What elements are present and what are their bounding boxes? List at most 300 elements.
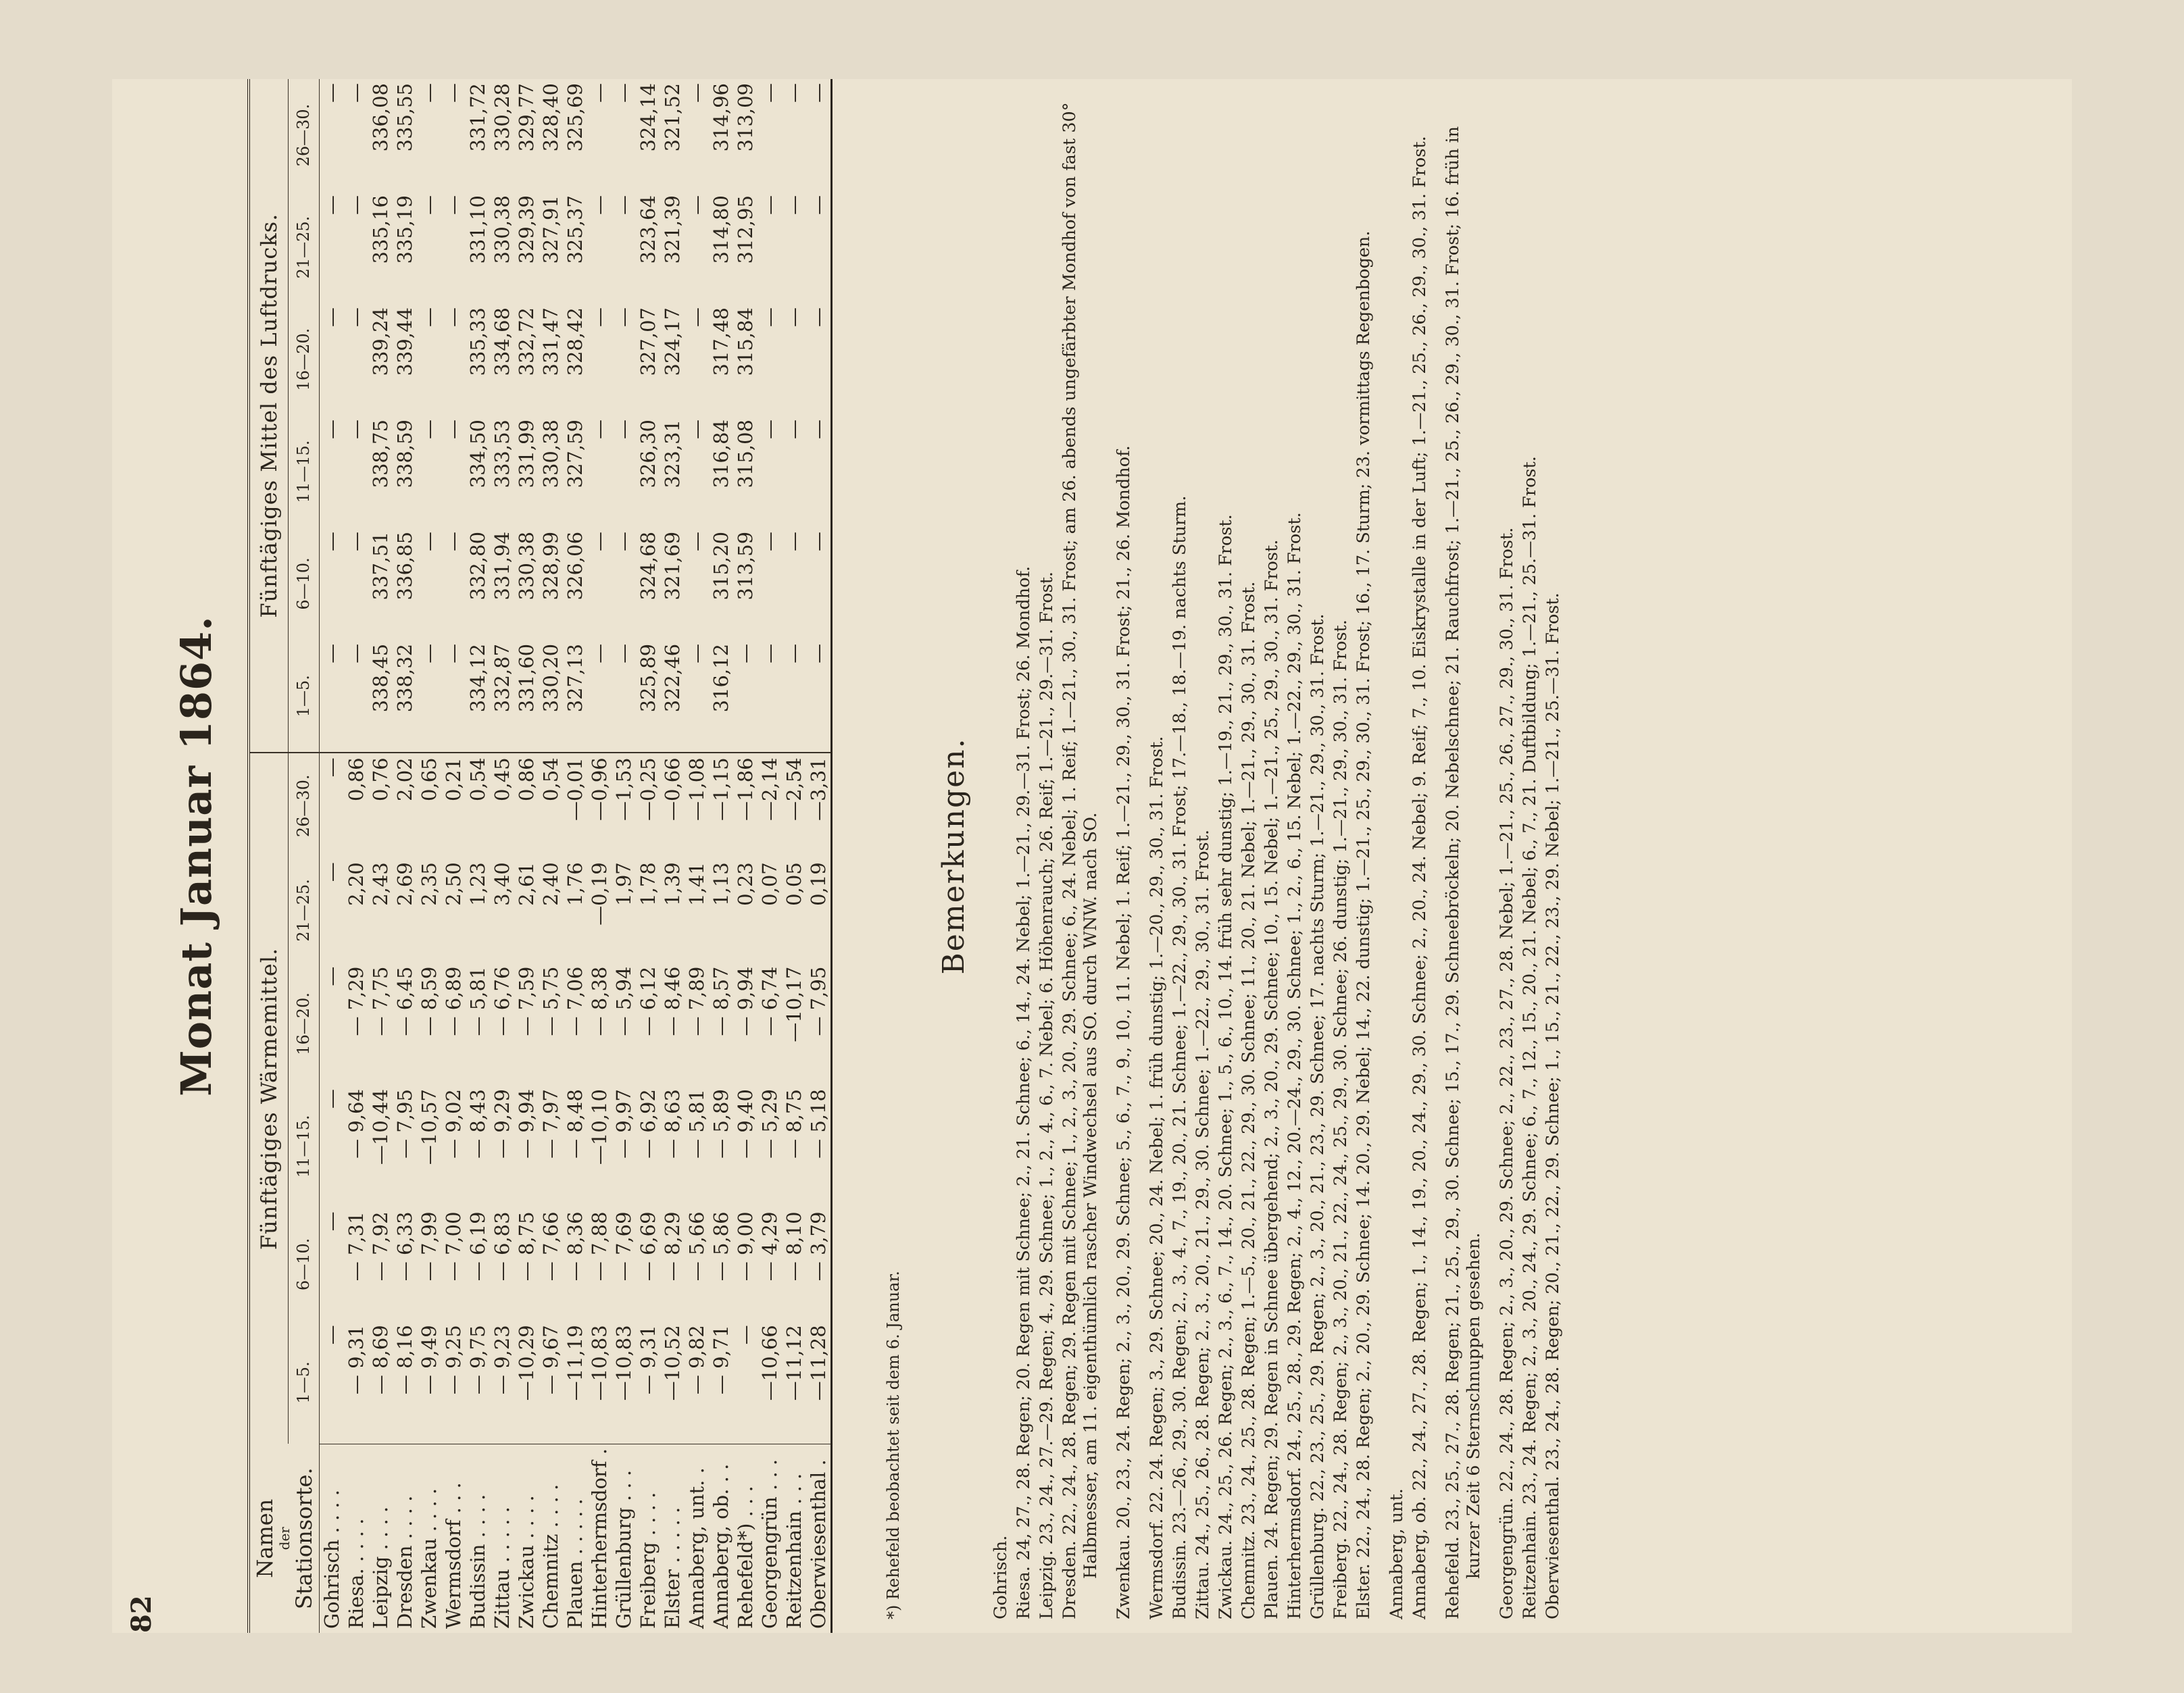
table-row	[490, 79, 514, 1633]
temperature-cell: — 8,75	[514, 1211, 538, 1282]
table-row	[466, 79, 490, 1633]
temperature-cell: — 9,82	[685, 1325, 708, 1395]
remark-entry: Reitzenhain. 23., 24. Regen; 2., 3., 20., 24., 29. Schnee; 6., 7., 12., 15., 20., 21. Nebel; 6., 7., 21. Duftbildung; 1.—21., 25.—31. Frost.	[1520, 456, 1540, 1619]
remark-entry: Annaberg, unt.	[1387, 1488, 1407, 1619]
temperature-cell: — 5,75	[539, 966, 562, 1036]
pressure-cell: 335,55	[393, 83, 416, 152]
pressure-cell: 325,69	[563, 83, 587, 152]
temperature-cell: —1,86	[733, 753, 758, 858]
temperature-cell: —	[733, 1325, 757, 1345]
table-row	[709, 79, 733, 1633]
remark-entry: Zwickau. 24., 25., 26. Regen; 2., 3., 6., 7., 14., 20. Schnee; 1., 5., 6., 10., 14. früh sehr dunstig; 1.—19., 21., 29., 30., 31. Frost.	[1216, 514, 1236, 1619]
temperature-cell: — 9,94	[514, 1089, 538, 1159]
table-row	[344, 79, 368, 1633]
temperature-cell: — 9,29	[490, 1089, 514, 1159]
pressure-cell: —	[587, 307, 611, 328]
pressure-cell: 315,08	[733, 419, 757, 488]
station-name: Hinterhermsdorf .	[587, 1444, 612, 1633]
temperature-cell: — 9,25	[441, 1325, 465, 1395]
table-row	[514, 79, 539, 1633]
temperature-cell: —0,01	[563, 753, 587, 858]
pressure-cell: 315,84	[733, 307, 757, 376]
station-name: Zwickau . . . .	[514, 1444, 539, 1633]
pressure-cell: 339,44	[393, 307, 416, 376]
table-row	[563, 79, 587, 1633]
temperature-cell: 2,20	[344, 862, 368, 906]
temperature-cell: — 8,16	[393, 1325, 416, 1395]
pressure-cell: 335,16	[368, 195, 392, 264]
temp-period-header: 26—30.	[288, 753, 319, 858]
pressure-cell: —	[782, 195, 805, 216]
pressure-cell: 316,12	[709, 643, 733, 713]
temperature-cell: — 7,92	[368, 1211, 392, 1282]
pressure-cell: 321,69	[660, 531, 684, 601]
temperature-cell: — 8,43	[466, 1089, 489, 1159]
table-row	[539, 79, 563, 1633]
temperature-cell: 2,50	[441, 862, 465, 906]
pressure-cell: 331,47	[539, 307, 562, 376]
temperature-cell: — 9,71	[709, 1325, 733, 1395]
temperature-cell: — 7,29	[344, 966, 368, 1036]
temp-period-header: 6—10.	[288, 1207, 319, 1321]
pressure-period-header: 16—20.	[288, 303, 319, 415]
pressure-cell: 332,80	[466, 531, 489, 601]
temperature-cell: — 6,33	[393, 1211, 416, 1282]
table-row	[587, 79, 612, 1633]
temperature-cell: — 7,31	[344, 1211, 368, 1282]
temperature-cell: 1,23	[466, 862, 489, 906]
pressure-cell: —	[685, 419, 708, 439]
temperature-cell: — 5,89	[709, 1089, 733, 1159]
pressure-cell: —	[685, 531, 708, 551]
pressure-cell: —	[320, 307, 343, 328]
remark-entry: Chemnitz. 23., 24., 25., 28. Regen; 1.—5., 20., 21., 22., 29., 30. Schnee; 11., 20., 21. Nebel; 1.—21., 29., 30., 31. Frost.	[1239, 581, 1259, 1619]
temperature-cell: 2,02	[393, 753, 417, 858]
temperature-cell: —10,52	[660, 1325, 684, 1401]
temperature-cell: — 8,46	[660, 966, 684, 1036]
pressure-cell: 336,85	[393, 531, 416, 601]
temperature-cell: —11,19	[563, 1325, 587, 1401]
name-head-line: der	[276, 1527, 293, 1550]
temperature-cell: —11,12	[782, 1325, 805, 1401]
table-row	[636, 79, 660, 1633]
pressure-cell: —	[758, 531, 781, 551]
remarks-list	[991, 93, 1566, 1619]
temperature-cell: 2,69	[393, 862, 416, 906]
pressure-cell: —	[441, 643, 465, 663]
pressure-cell: —	[344, 531, 368, 551]
temperature-cell: — 9,64	[344, 1089, 368, 1159]
pressure-cell: —	[782, 307, 805, 328]
pressure-cell: 338,59	[393, 419, 416, 488]
station-name: Zittau . . . . .	[490, 1444, 514, 1633]
pressure-cell: 332,87	[490, 643, 514, 713]
temperature-cell: 1,41	[685, 862, 708, 906]
pressure-cell: —	[344, 419, 368, 439]
pressure-cell: —	[612, 419, 635, 439]
station-name: Freiberg . . . .	[636, 1444, 660, 1633]
temperature-cell: — 9,31	[636, 1325, 660, 1395]
station-name: Gohrisch . . . .	[320, 1444, 345, 1633]
station-name-header	[249, 1444, 320, 1633]
temperature-cell: —10,83	[587, 1325, 611, 1401]
pressure-cell: 315,20	[709, 531, 733, 601]
pressure-period-header: 6—10.	[288, 528, 319, 640]
pressure-cell: —	[441, 307, 465, 328]
pressure-group-header: Fünftägiges Mittel des Luftdrucks.	[249, 79, 288, 753]
temperature-cell: — 9,75	[466, 1325, 489, 1395]
pressure-cell: 313,59	[733, 531, 757, 601]
temperature-cell: — 9,02	[441, 1089, 465, 1159]
pressure-cell: —	[344, 83, 368, 103]
temp-period-header: 21—25.	[288, 858, 319, 962]
station-name: Plauen . . . . .	[563, 1444, 587, 1633]
footnote: *) Rehefeld beobachtet seit dem 6. Januar.	[884, 1271, 903, 1619]
pressure-cell: —	[806, 640, 832, 753]
temperature-cell: 0,65	[417, 753, 441, 858]
temperature-cell: —	[320, 1211, 343, 1232]
station-name: Rehefeld*) . . .	[733, 1444, 758, 1633]
table-row	[733, 79, 758, 1633]
pressure-cell: 329,39	[514, 195, 538, 264]
table-row	[320, 79, 345, 1633]
pressure-cell: 328,99	[539, 531, 562, 601]
station-name: Oberwiesenthal .	[806, 1444, 832, 1633]
temperature-cell: — 9,49	[417, 1325, 441, 1395]
station-name: Wermsdorf . . .	[441, 1444, 466, 1633]
pressure-cell: 338,75	[368, 419, 392, 488]
pressure-cell: 325,89	[636, 643, 660, 713]
rotated-page	[112, 79, 2072, 1633]
pressure-cell: 330,20	[539, 643, 562, 713]
pressure-cell: 335,33	[466, 307, 489, 376]
temperature-cell: — 5,18	[806, 1085, 832, 1207]
pressure-cell: 322,46	[660, 643, 684, 713]
temperature-cell: — 7,06	[563, 966, 587, 1036]
temperature-cell: — 9,97	[612, 1089, 635, 1159]
pressure-cell: 313,09	[733, 83, 757, 152]
pressure-cell: —	[782, 419, 805, 439]
pressure-period-header: 21—25.	[288, 191, 319, 303]
temperature-cell: — 8,63	[660, 1089, 684, 1159]
temperature-cell: — 7,97	[539, 1089, 562, 1159]
temperature-cell: — 9,67	[539, 1325, 562, 1395]
pressure-cell: 338,45	[368, 643, 392, 713]
pressure-cell: —	[685, 643, 708, 663]
pressure-cell: —	[320, 195, 343, 216]
temperature-cell: — 6,74	[758, 966, 781, 1036]
pressure-cell: 338,32	[393, 643, 416, 713]
temperature-cell: —	[320, 862, 343, 882]
temperature-cell: — 9,00	[733, 1211, 757, 1282]
temp-period-header: 1—5.	[288, 1321, 319, 1444]
temperature-cell: — 9,31	[344, 1325, 368, 1395]
remark-entry: Plauen. 24. Regen; 29. Regen in Schnee übergehend; 2., 3., 20., 29. Schnee; 10., 15. Nebel; 1.—21., 25., 29., 30., 31. Frost.	[1262, 539, 1282, 1619]
pressure-cell: —	[782, 643, 805, 663]
temperature-cell: 1,78	[636, 862, 660, 906]
pressure-cell: 314,80	[709, 195, 733, 264]
temperature-cell: 2,40	[539, 862, 562, 906]
station-name: Budissin . . . .	[466, 1444, 490, 1633]
temperature-cell: — 8,69	[368, 1325, 392, 1395]
temperature-cell: —10,29	[514, 1325, 538, 1401]
pressure-cell: —	[344, 195, 368, 216]
table-row	[417, 79, 441, 1633]
temperature-cell: — 5,29	[758, 1089, 781, 1159]
temperature-cell: —	[320, 1325, 343, 1345]
station-name: Georgengrün . . .	[758, 1444, 782, 1633]
temperature-cell: —10,66	[758, 1325, 781, 1401]
temperature-cell: —0,19	[587, 862, 611, 926]
pressure-cell: —	[806, 415, 832, 528]
temperature-cell: 0,05	[782, 862, 805, 906]
temperature-cell: — 6,45	[393, 966, 416, 1036]
remark-entry: Rehefeld. 23., 25., 27., 28. Regen; 21., 25., 29., 30. Schnee; 15., 17., 29. Schneebröckeln; 20. Nebelschnee; 21. Rauchfrost; 1.—21., 25., 26., 29., 30., 31. Frost; 16. früh in kurzer Zeit 6 Sternschnuppen gesehen.	[1443, 126, 1484, 1619]
pressure-cell: —	[758, 83, 781, 103]
temperature-cell: — 8,57	[709, 966, 733, 1036]
temperature-cell: 0,54	[539, 753, 563, 858]
pressure-cell: 330,38	[539, 419, 562, 488]
period-header-row	[288, 79, 319, 1633]
temperature-cell: — 7,89	[685, 966, 708, 1036]
pressure-cell: —	[685, 195, 708, 216]
remark-entry: Annaberg, ob. 22., 24., 27., 28. Regen; 1., 14., 19., 20., 24., 29., 30. Schnee; 2., 20., 24. Nebel; 9. Reif; 7., 10. Eiskrystalle in der Luft; 1.—21., 25., 26., 29., 30., 31. Frost.	[1410, 136, 1430, 1619]
temperature-cell: — 5,66	[685, 1211, 708, 1282]
temperature-cell: —3,31	[806, 753, 832, 858]
name-head-line: Stationsorte.	[291, 1467, 317, 1610]
temperature-cell: —0,25	[636, 753, 660, 858]
station-name: Dresden . . . .	[393, 1444, 417, 1633]
temperature-cell: — 6,89	[441, 966, 465, 1036]
remark-entry: Georgengrün. 22., 24., 28. Regen; 2., 3., 20., 29. Schnee; 2., 22., 23., 27., 28. Nebel; 1.—21., 25., 26., 27., 29., 30., 31. Frost.	[1497, 527, 1517, 1619]
remark-entry: Dresden. 22., 24., 28. Regen; 29. Regen mit Schnee; 1., 2., 3., 20., 29. Schnee; 6., 24. Nebel; 1. Reif; 1.—21., 30., 31. Frost; am 26. abends ungefärbter Mondhof von fast 30° Halbmesser, am 11. eigenthümlich rascher Windwechsel aus SO. durch WNW. nach SO.	[1060, 102, 1101, 1619]
temperature-cell: —2,14	[758, 753, 782, 858]
pressure-cell: 328,42	[563, 307, 587, 376]
pressure-cell: —	[320, 643, 343, 663]
pressure-cell: —	[417, 531, 441, 551]
table-row	[782, 79, 806, 1633]
pressure-cell: 316,84	[709, 419, 733, 488]
temperature-cell: — 6,83	[490, 1211, 514, 1282]
pressure-cell: 332,72	[514, 307, 538, 376]
table-header-row	[249, 79, 288, 1633]
pressure-cell: —	[758, 307, 781, 328]
temperature-cell: — 5,86	[709, 1211, 733, 1282]
station-name: Grüllenburg . . .	[612, 1444, 636, 1633]
pressure-cell: 329,77	[514, 83, 538, 152]
temperature-cell: —1,53	[612, 753, 636, 858]
temperature-cell: — 6,92	[636, 1089, 660, 1159]
temperature-cell: 1,13	[709, 862, 733, 906]
temperature-cell: — 8,38	[587, 966, 611, 1036]
pressure-cell: 339,24	[368, 307, 392, 376]
name-head-line: Namen	[252, 1498, 278, 1578]
temperature-group-header: Fünftägiges Wärmemittel.	[249, 753, 288, 1444]
pressure-cell: —	[782, 531, 805, 551]
pressure-cell: —	[612, 83, 635, 103]
station-name: Riesa. . . . .	[344, 1444, 368, 1633]
temperature-cell: —0,66	[660, 753, 685, 858]
pressure-cell: —	[806, 303, 832, 415]
temperature-cell: — 5,94	[612, 966, 635, 1036]
pressure-cell: —	[441, 419, 465, 439]
pressure-period-header: 1—5.	[288, 640, 319, 753]
pressure-cell: —	[417, 643, 441, 663]
remarks-title: Bemerkungen.	[937, 737, 971, 975]
temperature-cell: — 9,40	[733, 1089, 757, 1159]
remark-entry: Riesa. 24, 27., 28. Regen; 20. Regen mit Schnee; 2., 21. Schnee; 6., 14., 24. Nebel; 1.—21., 29.—31. Frost; 26. Mondhof.	[1014, 565, 1034, 1619]
temperature-cell: —11,28	[806, 1321, 832, 1444]
remark-entry: Gohrisch.	[991, 1535, 1011, 1619]
pressure-cell: —	[417, 419, 441, 439]
temperature-cell: —10,17	[782, 966, 805, 1042]
pressure-cell: —	[806, 79, 832, 191]
table-row	[393, 79, 417, 1633]
remark-entry: Grüllenburg. 22., 23., 25., 29. Regen; 2., 3., 20., 21., 23., 29. Schnee; 17. nachts Sturm; 1.—21., 29., 30., 31. Frost.	[1308, 613, 1328, 1619]
table-row	[368, 79, 393, 1633]
temperature-cell: — 8,29	[660, 1211, 684, 1282]
remark-entry: Budissin. 23.—26., 29., 30. Regen; 2., 3., 4., 7., 19., 20., 21. Schnee; 1.—22., 29., 30., 31. Frost; 17.—18., 18.—19. nachts Sturm.	[1170, 495, 1190, 1619]
pressure-cell: 335,19	[393, 195, 416, 264]
temperature-cell: — 9,23	[490, 1325, 514, 1395]
temp-period-header: 16—20.	[288, 963, 319, 1085]
pressure-cell: —	[782, 83, 805, 103]
table-row	[660, 79, 685, 1633]
observation-table	[247, 79, 833, 1633]
pressure-cell: —	[806, 528, 832, 640]
temperature-cell: —2,54	[782, 753, 806, 858]
temperature-cell: —10,57	[417, 1089, 441, 1165]
pressure-period-header: 11—15.	[288, 415, 319, 528]
page-title: Monat Januar 1864.	[172, 615, 221, 1096]
pressure-cell: —	[758, 419, 781, 439]
pressure-cell: 328,40	[539, 83, 562, 152]
temperature-cell: —1,15	[709, 753, 733, 858]
temp-period-header: 11—15.	[288, 1085, 319, 1207]
temperature-cell: — 7,95	[393, 1089, 416, 1159]
temperature-cell: — 7,69	[612, 1211, 635, 1282]
temperature-cell: — 7,95	[806, 963, 832, 1085]
temperature-cell: — 8,59	[417, 966, 441, 1036]
station-name: Reitzenhain . . .	[782, 1444, 806, 1633]
pressure-cell: —	[758, 643, 781, 663]
pressure-cell: 325,37	[563, 195, 587, 264]
remark-entry: Leipzig. 23., 24., 27.—29. Regen; 4., 29. Schnee; 1., 2., 4., 6., 7. Nebel; 6. Höhenrauch; 26. Reif; 1.—21., 29.—31. Frost.	[1037, 571, 1057, 1619]
temperature-cell: 0,86	[344, 753, 368, 858]
station-name: Chemnitz . . . .	[539, 1444, 563, 1633]
station-name: Annaberg, unt. .	[685, 1444, 709, 1633]
pressure-cell: 337,51	[368, 531, 392, 601]
temperature-cell: — 7,59	[514, 966, 538, 1036]
pressure-cell: —	[612, 643, 635, 663]
temperature-cell: 0,21	[441, 753, 466, 858]
temperature-cell: 0,07	[758, 862, 781, 906]
remark-entry: Elster. 22., 24., 28. Regen; 2., 20., 29. Schnee; 14. 20., 29. Nebel; 14., 22. dunstig; 1.—21., 25., 29., 30., 31. Frost; 16., 17. Sturm; 23. vormittags Regenbogen.	[1354, 230, 1374, 1619]
pressure-cell: —	[417, 83, 441, 103]
pressure-cell: 314,96	[709, 83, 733, 152]
table-row	[612, 79, 636, 1633]
temperature-cell: — 7,75	[368, 966, 392, 1036]
station-name: Zwenkau . . . .	[417, 1444, 441, 1633]
pressure-cell: 336,08	[368, 83, 392, 152]
pressure-cell: 334,12	[466, 643, 489, 713]
temperature-cell: —	[320, 753, 345, 858]
station-name: Leipzig . . . .	[368, 1444, 393, 1633]
station-name: Elster . . . . .	[660, 1444, 685, 1633]
pressure-cell: 331,94	[490, 531, 514, 601]
temperature-cell: — 8,36	[563, 1211, 587, 1282]
table-row	[685, 79, 709, 1633]
temperature-cell: — 8,48	[563, 1089, 587, 1159]
pressure-cell: 326,30	[636, 419, 660, 488]
temperature-cell: — 5,81	[466, 966, 489, 1036]
temperature-cell: — 6,19	[466, 1211, 489, 1282]
pressure-cell: —	[612, 195, 635, 216]
pressure-cell: —	[320, 83, 343, 103]
pressure-cell: —	[685, 83, 708, 103]
pressure-cell: —	[320, 531, 343, 551]
temperature-cell: — 8,75	[782, 1089, 805, 1159]
temperature-cell: — 4,29	[758, 1211, 781, 1282]
temperature-cell: —	[320, 966, 343, 986]
temperature-cell: 0,54	[466, 753, 490, 858]
temperature-cell: — 8,10	[782, 1211, 805, 1282]
pressure-cell: —	[441, 531, 465, 551]
pressure-cell: —	[806, 191, 832, 303]
pressure-cell: —	[587, 419, 611, 439]
page-number: 82	[126, 1595, 157, 1633]
pressure-cell: 333,53	[490, 419, 514, 488]
pressure-cell: —	[441, 83, 465, 103]
pressure-cell: 330,38	[514, 531, 538, 601]
temperature-cell: — 9,94	[733, 966, 757, 1036]
pressure-cell: 334,68	[490, 307, 514, 376]
pressure-cell: 327,91	[539, 195, 562, 264]
table-row	[806, 79, 832, 1633]
pressure-cell: 321,52	[660, 83, 684, 152]
temperature-cell: 2,61	[514, 862, 538, 906]
pressure-cell: 317,48	[709, 307, 733, 376]
pressure-cell: —	[587, 83, 611, 103]
temperature-cell: 1,39	[660, 862, 684, 906]
temperature-cell: —	[320, 1089, 343, 1109]
temperature-cell: —10,44	[368, 1089, 392, 1165]
temperature-cell: — 6,69	[636, 1211, 660, 1282]
pressure-cell: —	[320, 419, 343, 439]
pressure-period-header: 26—30.	[288, 79, 319, 191]
pressure-cell: —	[344, 307, 368, 328]
temperature-cell: —10,10	[587, 1089, 611, 1165]
temperature-cell: — 6,12	[636, 966, 660, 1036]
temperature-cell: 0,86	[514, 753, 539, 858]
pressure-cell: 330,38	[490, 195, 514, 264]
pressure-cell: 331,99	[514, 419, 538, 488]
pressure-cell: 327,07	[636, 307, 660, 376]
pressure-cell: —	[612, 531, 635, 551]
remark-entry: Freiberg. 22., 24., 28. Regen; 2., 3., 20., 21., 22., 24., 25., 29., 30. Schnee; 26. dunstig; 1.—21., 29., 30., 31. Frost.	[1331, 620, 1351, 1619]
pressure-cell: 326,06	[563, 531, 587, 601]
temperature-cell: — 5,81	[685, 1089, 708, 1159]
remark-entry: Zwenkau. 20., 23., 24. Regen; 2., 3., 20., 29. Schnee; 5., 6., 7., 9., 10., 11. Nebel; 1. Reif; 1.—21., 29., 30., 31. Frost; 21., 26. Mondhof.	[1114, 445, 1134, 1619]
pressure-cell: —	[587, 195, 611, 216]
pressure-cell: 327,59	[563, 419, 587, 488]
pressure-cell: 330,28	[490, 83, 514, 152]
pressure-cell: 331,60	[514, 643, 538, 713]
pressure-cell: 312,95	[733, 195, 757, 264]
temperature-cell: 1,76	[563, 862, 587, 906]
pressure-cell: —	[587, 643, 611, 663]
pressure-cell: —	[417, 307, 441, 328]
